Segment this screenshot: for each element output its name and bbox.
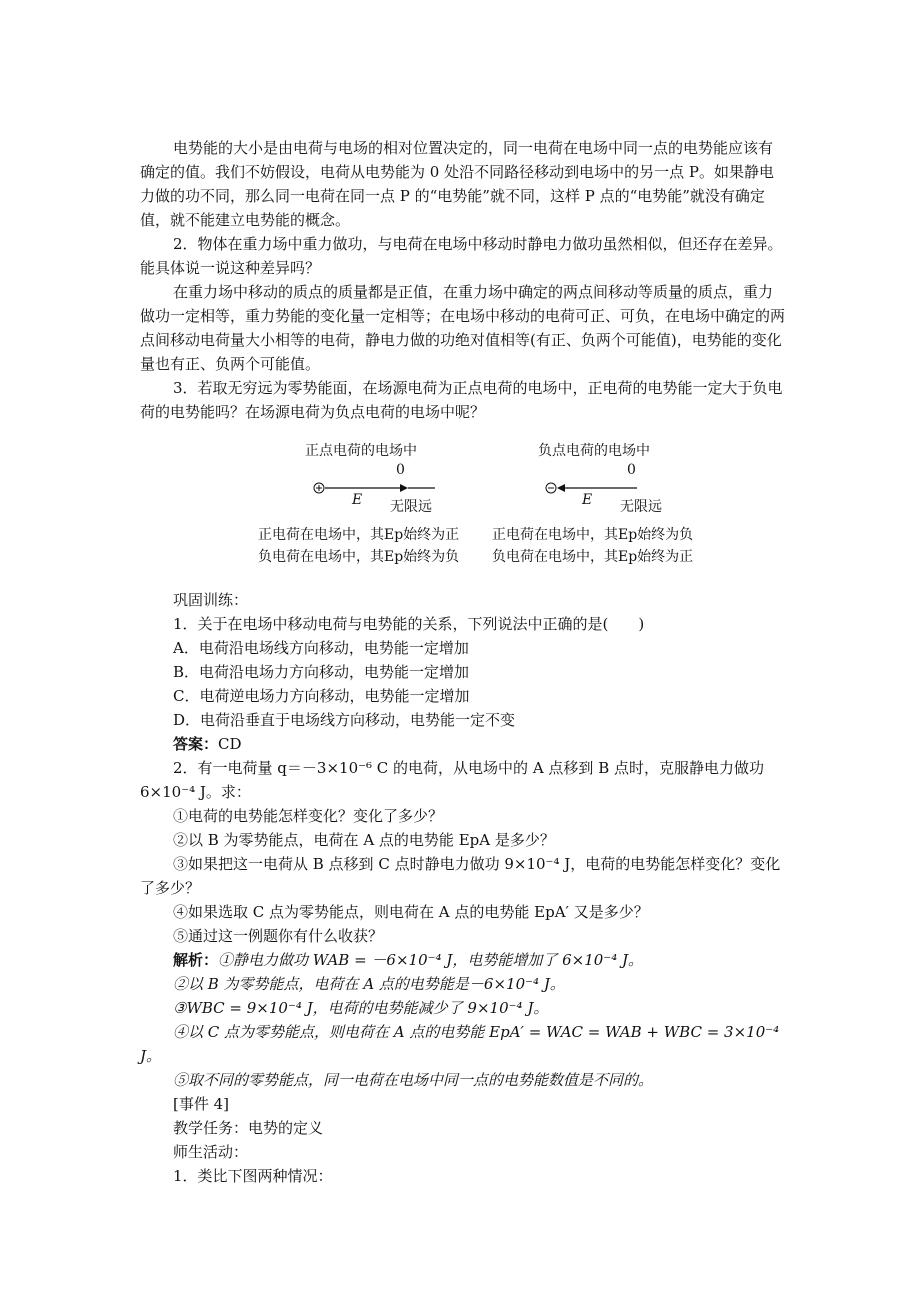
exercise-2-item-2: ②以 B 为零势能点，电荷在 A 点的电势能 EpA 是多少？ [173, 831, 555, 849]
paragraph-potential-energy: 电势能的大小是由电荷与电场的相对位置决定的，同一电荷在电场中同一点的电势能应该有确定的值。我们不妨假设，电荷从电势能为 0 处沿不同路径移动到电场中的另一点 P。如果静电力做的功不同，那么同一电荷在同一点 P 的“电势能”就不同，这样 P 点的“电势能”就没有确定值，就不能建立电势能的概念。 [140, 139, 774, 229]
solution-line-1 [140, 948, 785, 972]
exercise-2-item-4: ④如果选取 C 点为零势能点，则电荷在 A 点的电势能 EpA′ 又是多少？ [173, 903, 649, 921]
exercise-1: 1．关于在电场中移动电荷与电势能的关系，下列说法中正确的是( ) [173, 615, 645, 633]
arrow-left-icon [557, 484, 565, 492]
exercise-1-option-b: B．电荷沿电场力方向移动，电势能一定增加 [173, 663, 470, 681]
exercise-1-option-a: A．电荷沿电场线方向移动，电势能一定增加 [173, 639, 469, 657]
left-field-label: E [352, 492, 363, 508]
exercise-2-item-3: ③如果把这一电荷从 B 点移到 C 点时静电力做功 9×10⁻⁴ J，电荷的电势能怎样变化？变化了多少？ [140, 855, 781, 897]
left-result-line-1: 正电荷在电场中，其Ep始终为正 [258, 527, 460, 543]
left-zero-label: 0 [396, 462, 405, 478]
right-zero-label: 0 [627, 462, 636, 478]
exercise-2: 2．有一电荷量 q＝－3×10⁻⁶ C 的电荷，从电场中的 A 点移到 B 点时，克服静电力做功 6×10⁻⁴ J。求： [140, 759, 764, 801]
exercise-1-option-d: D．电荷沿垂直于电场线方向移动，电势能一定不变 [173, 711, 516, 729]
left-infinity-label: 无限远 [390, 499, 432, 515]
right-infinity-label: 无限远 [620, 499, 662, 515]
answer-2: 在重力场中移动的质点的质量都是正值，在重力场中确定的两点间移动等质量的质点，重力做功一定相等，重力势能的变化量一定相等；在电场中移动的电荷可正、可负，在电场中确定的两点间移动电荷量大小相等的电荷，静电力做的功绝对值相等(有正、负两个可能值)，电势能的变化量也有正、负两个可能值。 [140, 283, 786, 373]
right-result-line-2: 负电荷在电场中，其Ep始终为正 [492, 549, 694, 565]
exercise-1-answer [140, 732, 785, 756]
solution-step-5: ⑤取不同的零势能点，同一电荷在电场中同一点的电势能数值是不同的。 [173, 1071, 654, 1089]
solution-step-1: ①静电力做功 WAB = －6×10⁻⁴ J，电势能增加了 6×10⁻⁴ J。 [218, 951, 644, 969]
document-page [140, 0, 785, 1188]
question-2: 2．物体在重力场中重力做功，与电荷在电场中移动时静电力做功虽然相似，但还存在差异。能具体说一说这种差异吗？ [140, 235, 783, 277]
teacher-student-activity: 师生活动： [173, 1143, 249, 1161]
practice-title: 巩固训练： [173, 591, 249, 609]
arrow-right-icon [400, 484, 408, 492]
solution-label: 解析： [173, 951, 219, 969]
left-result-line-2: 负电荷在电场中，其Ep始终为负 [258, 549, 460, 565]
answer-label: 答案： [173, 735, 219, 753]
exercise-2-item-5: ⑤通过这一例题你有什么收获？ [173, 927, 384, 945]
compare-instruction: 1．类比下图两种情况： [173, 1167, 333, 1185]
answer-value: CD [218, 735, 242, 753]
right-result-line-1: 正电荷在电场中，其Ep始终为负 [492, 527, 694, 543]
solution-step-2: ②以 B 为零势能点，电荷在 A 点的电势能是－6×10⁻⁴ J。 [173, 975, 565, 993]
exercise-2-item-1: ①电荷的电势能怎样变化？变化了多少？ [173, 807, 444, 825]
right-field-label: E [582, 492, 593, 508]
solution-step-3: ③WBC = 9×10⁻⁴ J，电荷的电势能减少了 9×10⁻⁴ J。 [173, 999, 549, 1017]
exercise-1-option-c: C．电荷逆电场力方向移动，电势能一定增加 [173, 687, 470, 705]
event-4-heading: [事件 4] [173, 1095, 230, 1113]
solution-step-4: ④以 C 点为零势能点，则电荷在 A 点的电势能 EpA′ = WAC = WAB + WBC = 3×10⁻⁴ J。 [140, 1023, 780, 1065]
left-diagram-title: 正点电荷的电场中 [305, 443, 417, 459]
right-diagram-title: 负点电荷的电场中 [538, 443, 650, 459]
teaching-task: 教学任务：电势的定义 [173, 1119, 324, 1137]
question-3: 3．若取无穷远为零势能面，在场源电荷为正点电荷的电场中，正电荷的电势能一定大于负电荷的电势能吗？在场源电荷为负点电荷的电场中呢？ [140, 379, 783, 421]
point-charge-field-figure [140, 436, 785, 586]
